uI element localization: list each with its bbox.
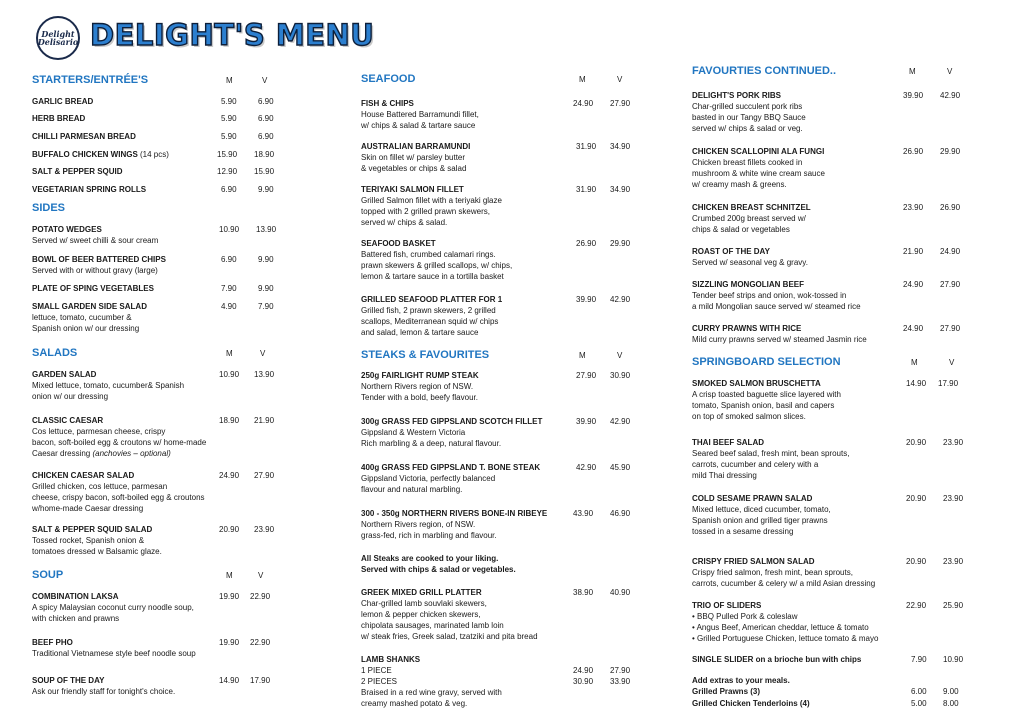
price-v: 34.90 [610,185,631,194]
price-m: 43.90 [573,509,594,518]
section-heading-favourites: FAVOURTIES CONTINUED.. [692,65,837,77]
price-m: 5.90 [221,114,237,123]
menu-item: SEAFOOD BASKET Battered fish, crumbed calamari rings. prawn skewers & grilled scallops, w/ chips, lemon & tartare sauce in a tortilla basket [361,239,513,281]
menu-item: THAI BEEF SALAD Seared beef salad, fresh mint, bean sprouts, carrots, cucumber and celery with a mild Thai dressing [692,438,850,480]
menu-item: SMOKED SALMON BRUSCHETTA A crisp toasted baguette slice layered with tomato, Spanish onion, basil and capers on top of smoked salmon slices. [692,379,841,421]
page-title: DELIGHT'S MENU [90,18,375,52]
price-v: 8.00 [943,699,959,708]
price-v: 30.90 [610,371,631,380]
price-m: 4.90 [221,302,237,311]
menu-item: CRISPY FRIED SALMON SALAD Crispy fried salmon, fresh mint, bean sprouts, carrots, cucumber & celery w/ a mild Asian dressing [692,557,876,588]
menu-item: 300 - 350g NORTHERN RIVERS BONE-IN RIBEYE Northern Rivers region, of NSW. grass-fed, rich in marbling and flavour. [361,509,548,540]
price-v: 33.90 [610,677,631,686]
price-v: 27.90 [610,666,631,675]
m-label: M [579,351,586,360]
section-heading-salads: SALADS [32,347,78,359]
menu-item: VEGETARIAN SPRING ROLLS [32,185,147,194]
price-v: 7.90 [258,302,274,311]
menu-item: PLATE OF SPING VEGETABLES [32,284,154,293]
logo [36,16,80,60]
menu-item: 400g GRASS FED GIPPSLAND T. BONE STEAK Gippsland Victoria, perfectly balanced flavour and natural marbling. [361,463,541,494]
menu-item: COMBINATION LAKSA A spicy Malaysian coconut curry noodle soup, with chicken and prawns [32,592,194,623]
price-v: 27.90 [940,324,961,333]
price-m: 19.90 [219,638,240,647]
menu-item: HERB BREAD [32,114,86,123]
menu-item: CHICKEN SCALLOPINI ALA FUNGI Chicken breast fillets cooked in mushroom & white wine cream sauce w/ creamy mash & greens. [692,147,825,189]
section-heading-seafood: SEAFOOD [361,73,416,85]
price-m: 22.90 [906,601,927,610]
menu-item: 250g FAIRLIGHT RUMP STEAK Northern Rivers region of NSW. Tender with a bold, beefy flavour. [361,371,479,402]
price-m: 7.90 [221,284,237,293]
v-label: V [949,358,955,367]
menu-item: CHICKEN CAESAR SALAD Grilled chicken, cos lettuce, parmesan cheese, crispy bacon, soft-boiled egg & croutons w/home-made Caesar dressing [32,471,205,513]
v-label: V [262,76,268,85]
price-m: 19.90 [219,592,240,601]
section-heading-soup: SOUP [32,569,64,581]
price-v: 42.90 [940,91,961,100]
price-v: 23.90 [943,494,964,503]
section-heading-sides: SIDES [32,202,66,214]
price-m: 39.90 [576,417,597,426]
price-v: 13.90 [254,370,275,379]
price-m: 5.90 [221,132,237,141]
menu-item: DELIGHT'S PORK RIBS Char-grilled succulent pork ribs basted in our Tangy BBQ Sauce served w/ chips & salad or veg. [692,91,806,133]
price-m: 15.90 [217,150,238,159]
price-m: 20.90 [906,494,927,503]
m-label: M [579,75,586,84]
price-v: 42.90 [610,417,631,426]
menu-item: SMALL GARDEN SIDE SALAD lettuce, tomato, cucumber & Spanish onion w/ our dressing [32,302,147,333]
price-m: 10.90 [219,225,240,234]
price-v: 9.90 [258,284,274,293]
m-label: M [226,349,233,358]
price-v: 27.90 [610,99,631,108]
price-v: 25.90 [943,601,964,610]
price-v: 23.90 [943,438,964,447]
menu-item: SINGLE SLIDER on a brioche bun with chips [692,655,862,664]
price-v: 26.90 [940,203,961,212]
price-v: 9.00 [943,687,959,696]
menu-item: CHICKEN BREAST SCHNITZEL Crumbed 200g breast served w/ chips & salad or vegetables [692,203,811,234]
price-m: 31.90 [576,142,597,151]
price-m: 6.00 [911,687,927,696]
price-v: 15.90 [254,167,275,176]
price-v: 21.90 [254,416,275,425]
m-label: M [226,571,233,580]
price-v: 34.90 [610,142,631,151]
menu-item: LAMB SHANKS 1 PIECE 2 PIECES Braised in a red wine gravy, served with creamy mashed potato & veg. [361,655,502,708]
price-m: 21.90 [903,247,924,256]
price-v: 45.90 [610,463,631,472]
price-v: 17.90 [250,676,271,685]
v-label: V [617,75,623,84]
price-m: 5.90 [221,97,237,106]
price-v: 18.90 [254,150,275,159]
menu-item: CURRY PRAWNS WITH RICE Mild curry prawns served w/ steamed Jasmin rice [692,324,867,344]
menu-item: CHILLI PARMESAN BREAD [32,132,136,141]
price-m: 5.00 [911,699,927,708]
price-v: 29.90 [940,147,961,156]
price-m: 31.90 [576,185,597,194]
menu-item: BOWL OF BEER BATTERED CHIPS Served with or without gravy (large) [32,255,166,275]
price-m: 39.90 [576,295,597,304]
price-m: 42.90 [576,463,597,472]
v-label: V [260,349,266,358]
price-m: 12.90 [217,167,238,176]
price-m: 6.90 [221,255,237,264]
price-m: 24.90 [573,666,594,675]
menu-item: GARDEN SALAD Mixed lettuce, tomato, cucumber& Spanish onion w/ our dressing [32,370,185,401]
extra-item: Grilled Chicken Tenderloins (4) [692,699,810,708]
price-v: 23.90 [254,525,275,534]
price-m: 39.90 [903,91,924,100]
price-v: 22.90 [250,638,271,647]
menu-item: AUSTRALIAN BARRAMUNDI Skin on fillet w/ parsley butter & vegetables or chips & salad [361,142,471,173]
price-v: 10.90 [943,655,964,664]
price-m: 26.90 [903,147,924,156]
price-m: 20.90 [906,438,927,447]
price-m: 27.90 [576,371,597,380]
menu-item: BUFFALO CHICKEN WINGS (14 pcs) [32,150,169,159]
price-v: 9.90 [258,185,274,194]
price-v: 13.90 [256,225,277,234]
price-v: 9.90 [258,255,274,264]
m-label: M [909,67,916,76]
menu-item: TERIYAKI SALMON FILLET Grilled Salmon fillet with a teriyaki glaze topped with 2 grilled prawn skewers, served w/ chips & salad. [361,185,502,227]
v-label: V [947,67,953,76]
m-label: M [911,358,918,367]
extras-heading: Add extras to your meals. [692,676,790,685]
section-heading-steaks: STEAKS & FAVOURITES [361,349,490,361]
price-m: 10.90 [219,370,240,379]
price-v: 23.90 [943,557,964,566]
price-v: 6.90 [258,132,274,141]
menu-item: SIZZLING MONGOLIAN BEEF Tender beef strips and onion, wok-tossed in a mild Mongolian sauce served w/ steamed rice [692,280,861,311]
m-label: M [226,76,233,85]
menu-item: GREEK MIXED GRILL PLATTER Char-grilled lamb souvlaki skewers, lemon & pepper chicken skewers, chipolata sausages, marinated lamb loin w/ steak fries, Greek salad, tzatziki and pita bread [361,588,538,641]
logo-text: Delight Delisario [37,29,79,47]
price-m: 30.90 [573,677,594,686]
price-v: 24.90 [940,247,961,256]
menu-item: COLD SESAME PRAWN SALAD Mixed lettuce, diced cucumber, tomato, Spanish onion and grilled tiger prawns tossed in a sesame dressing [692,494,831,536]
menu-item: 300g GRASS FED GIPPSLAND SCOTCH FILLET Gippsland & Western Victoria Rich marbling & a deep, natural flavour. [361,417,543,448]
price-m: 20.90 [219,525,240,534]
menu-item: CLASSIC CAESAR Cos lettuce, parmesan cheese, crispy bacon, soft-boiled egg & croutons w/ home-made Caesar dressing (anchovies – optional) [32,416,207,458]
price-v: 6.90 [258,97,274,106]
menu-item: SOUP OF THE DAY Ask our friendly staff for tonight's choice. [32,676,176,696]
price-v: 46.90 [610,509,631,518]
price-v: 22.90 [250,592,271,601]
price-v: 29.90 [610,239,631,248]
price-m: 14.90 [906,379,927,388]
price-v: 42.90 [610,295,631,304]
price-v: 40.90 [610,588,631,597]
price-m: 23.90 [903,203,924,212]
section-heading-starters: STARTERS/ENTRÉE'S [32,74,149,86]
price-m: 26.90 [576,239,597,248]
price-m: 7.90 [911,655,927,664]
price-v: 27.90 [254,471,275,480]
v-label: V [258,571,264,580]
menu-item: ROAST OF THE DAY Served w/ seasonal veg & gravy. [692,247,808,267]
price-m: 6.90 [221,185,237,194]
price-m: 24.90 [903,324,924,333]
price-v: 6.90 [258,114,274,123]
price-m: 24.90 [573,99,594,108]
price-m: 24.90 [219,471,240,480]
price-m: 14.90 [219,676,240,685]
price-v: 27.90 [940,280,961,289]
steaks-note: All Steaks are cooked to your liking. Served with chips & salad or vegetables. [361,554,516,574]
menu-item: GARLIC BREAD [32,97,94,106]
extra-item: Grilled Prawns (3) [692,687,761,696]
menu-item: SALT & PEPPER SQUID SALAD Tossed rocket, Spanish onion & tomatoes dressed w Balsamic glaze. [32,525,162,556]
v-label: V [617,351,623,360]
menu-item: GRILLED SEAFOOD PLATTER FOR 1 Grilled fish, 2 prawn skewers, 2 grilled scallops, Mediterranean squid w/ chips and salad, lemon & tartare sauce [361,295,503,337]
menu-item: POTATO WEDGES Served w/ sweet chilli & sour cream [32,225,159,245]
price-m: 24.90 [903,280,924,289]
price-v: 17.90 [938,379,959,388]
price-m: 18.90 [219,416,240,425]
menu-item: SALT & PEPPER SQUID [32,167,123,176]
menu-item: FISH & CHIPS House Battered Barramundi fillet, w/ chips & salad & tartare sauce [361,99,479,130]
price-m: 20.90 [906,557,927,566]
price-m: 38.90 [573,588,594,597]
menu-item: BEEF PHO Traditional Vietnamese style beef noodle soup [32,638,196,658]
menu-item: TRIO OF SLIDERS • BBQ Pulled Pork & coleslaw • Angus Beef, American cheddar, lettuce & tomato • Grilled Portuguese Chicken, lettuce tomato & mayo [692,601,879,643]
section-heading-springboard: SPRINGBOARD SELECTION [692,356,841,368]
